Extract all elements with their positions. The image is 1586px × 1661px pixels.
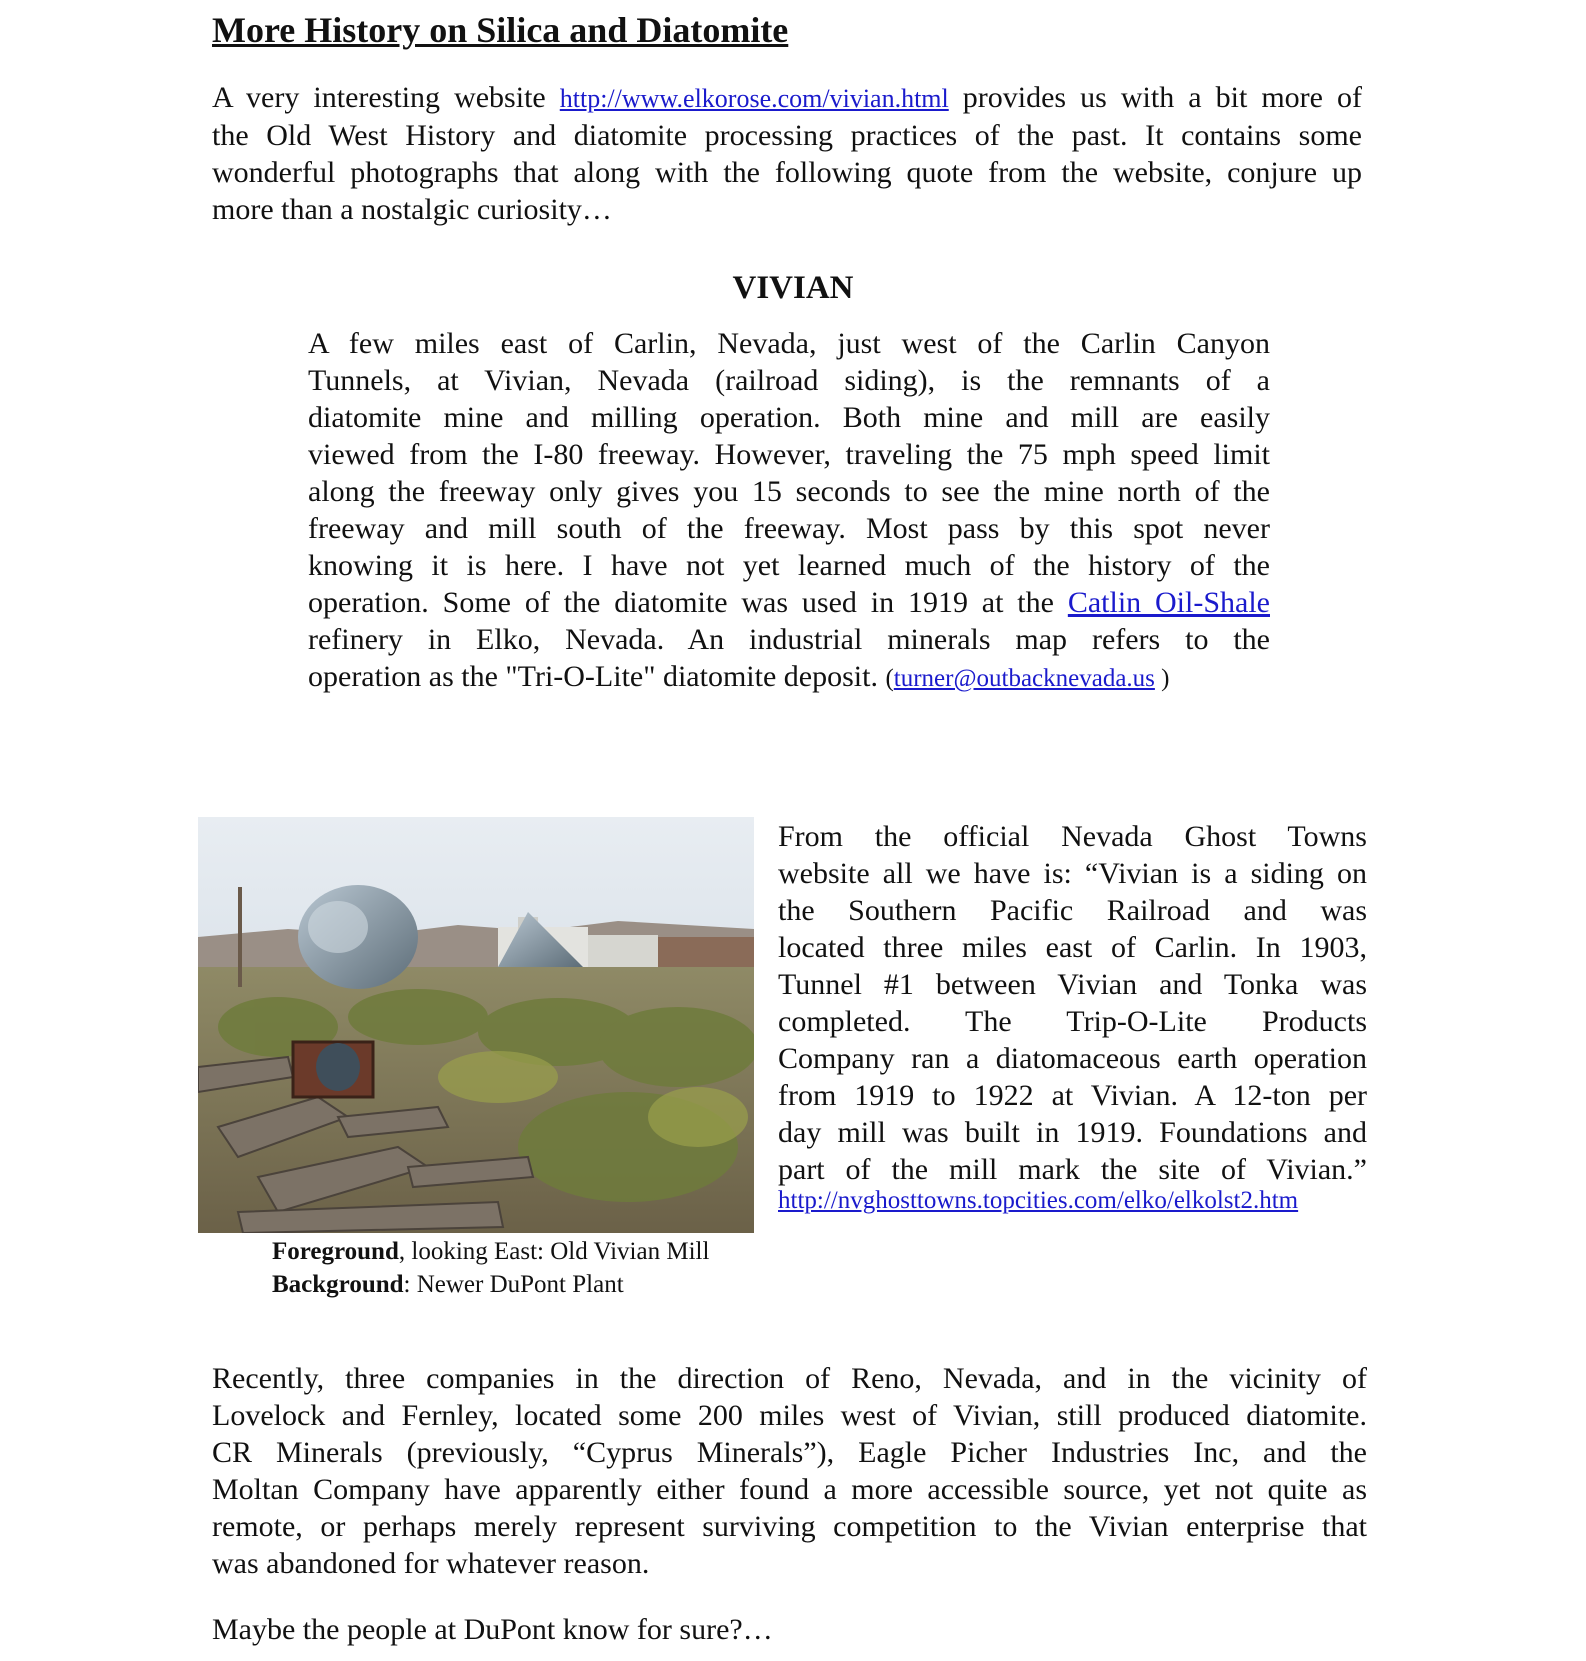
ghost-towns-paragraph xyxy=(778,818,1367,1188)
quote-line: A few miles east of Carlin, Nevada, just west of the Carlin Canyon xyxy=(308,327,1270,360)
recent-line: Recently, three companies in the direction of Reno, Nevada, and in the vicinity of xyxy=(212,1362,1367,1395)
intro-paragraph xyxy=(212,79,1362,228)
elkorose-link[interactable]: http://www.elkorose.com/vivian.html xyxy=(559,84,949,113)
quote-text: operation. Some of the diatomite was used in 1919 at the xyxy=(308,586,1068,619)
quote-line xyxy=(308,584,1270,621)
photo-caption xyxy=(272,1235,709,1301)
ghost-line: from 1919 to 1922 at Vivian. A 12-ton per xyxy=(778,1079,1367,1112)
email-link[interactable]: turner@outbacknevada.us xyxy=(893,665,1155,692)
intro-line-4: more than a nostalgic curiosity… xyxy=(212,193,612,226)
email-paren-open: ( xyxy=(885,665,894,692)
intro-line-2: the Old West History and diatomite processing practices of the past. It contains some xyxy=(212,119,1362,152)
quote-line: Tunnels, at Vivian, Nevada (railroad siding), is the remnants of a xyxy=(308,364,1270,397)
caption-text: , looking East: Old Vivian Mill xyxy=(398,1238,710,1265)
ghost-line: located three miles east of Carlin. In 1903, xyxy=(778,931,1367,964)
quote-line xyxy=(308,658,1270,697)
closing-line: Maybe the people at DuPont know for sure?… xyxy=(212,1613,773,1646)
recent-paragraph xyxy=(212,1360,1367,1582)
recent-line: was abandoned for whatever reason. xyxy=(212,1547,650,1580)
caption-label: Foreground xyxy=(272,1238,399,1265)
ghost-line: website all we have is: “Vivian is a siding on xyxy=(778,857,1367,890)
intro-text: A very interesting website xyxy=(212,81,560,114)
quote-text: operation as the "Tri-O-Lite" diatomite deposit. xyxy=(308,660,886,693)
quote-line: diatomite mine and milling operation. Both mine and mill are easily xyxy=(308,401,1270,434)
ghost-line: the Southern Pacific Railroad and was xyxy=(778,894,1367,927)
ghost-line: Tunnel #1 between Vivian and Tonka was xyxy=(778,968,1367,1001)
intro-line-1 xyxy=(212,79,1362,117)
ghost-line: Company ran a diatomaceous earth operation xyxy=(778,1042,1367,1075)
caption-line-1 xyxy=(272,1235,709,1268)
recent-line: Lovelock and Fernley, located some 200 miles west of Vivian, still produced diatomite. xyxy=(212,1399,1367,1432)
ghost-line: part of the mill mark the site of Vivian.” xyxy=(778,1153,1367,1186)
intro-line-3: wonderful photographs that along with the following quote from the website, conjure up xyxy=(212,156,1362,189)
ghost-line: From the official Nevada Ghost Towns xyxy=(778,820,1367,853)
ghost-towns-link[interactable]: http://nvghosttowns.topcities.com/elko/elkolst2.htm xyxy=(778,1187,1299,1214)
ghost-line: day mill was built in 1919. Foundations and xyxy=(778,1116,1367,1149)
ghost-line: completed. The Trip-O-Lite Products xyxy=(778,1005,1367,1038)
quote-line: freeway and mill south of the freeway. Most pass by this spot never xyxy=(308,512,1270,545)
recent-line: Moltan Company have apparently either found a more accessible source, yet not quite as xyxy=(212,1473,1367,1506)
vivian-heading: VIVIAN xyxy=(732,270,854,306)
recent-line: CR Minerals (previously, “Cyprus Minerals”), Eagle Picher Industries Inc, and the xyxy=(212,1436,1367,1469)
quote-line: along the freeway only gives you 15 seconds to see the mine north of the xyxy=(308,475,1270,508)
email-paren-close: ) xyxy=(1154,665,1170,692)
recent-line: remote, or perhaps merely represent surviving competition to the Vivian enterprise that xyxy=(212,1510,1367,1543)
quote-line: knowing it is here. I have not yet learned much of the history of the xyxy=(308,549,1270,582)
intro-text: provides us with a bit more of xyxy=(948,81,1362,114)
ghost-towns-link-wrap xyxy=(778,1186,1298,1216)
page-title: More History on Silica and Diatomite xyxy=(212,10,789,50)
caption-line-2 xyxy=(272,1268,709,1301)
caption-text: : Newer DuPont Plant xyxy=(403,1271,624,1298)
quote-line: viewed from the I-80 freeway. However, traveling the 75 mph speed limit xyxy=(308,438,1270,471)
vivian-mill-photo xyxy=(198,817,754,1233)
quote-line: refinery in Elko, Nevada. An industrial minerals map refers to the xyxy=(308,623,1270,656)
caption-label: Background xyxy=(272,1271,404,1298)
vivian-quote xyxy=(308,325,1270,697)
catlin-oil-shale-link[interactable]: Catlin Oil-Shale xyxy=(1067,586,1270,619)
